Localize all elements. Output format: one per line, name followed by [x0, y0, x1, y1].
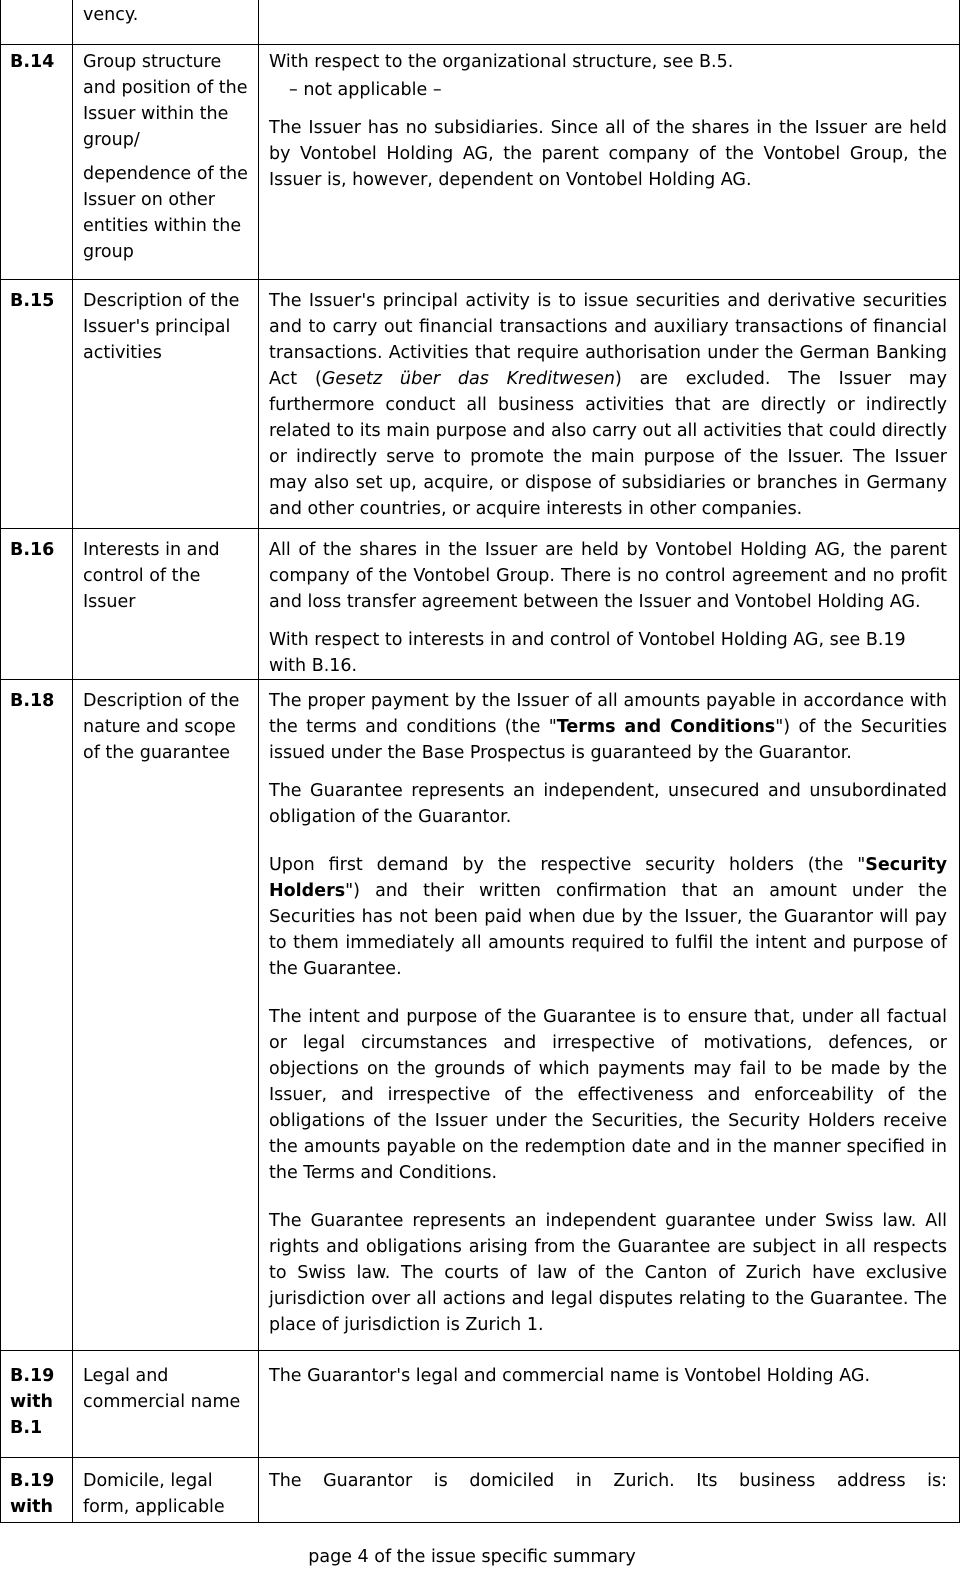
item-number: [1, 0, 73, 45]
item-number: B.18: [1, 680, 73, 1351]
item-number: B.15: [1, 280, 73, 529]
item-content: With respect to the organizational structure, see B.5. – not applicable – The Issuer has no subsidiaries. Since all of the shares in the Issuer are held by Vontobel Holding AG, the parent company of the Vontobel Group, the Issuer is, however, dependent on Vontobel Holding AG.: [259, 45, 960, 280]
item-number: B.16: [1, 529, 73, 680]
item-heading: vency.: [73, 0, 259, 45]
table-row: [1, 0, 960, 45]
item-number: B.14: [1, 45, 73, 280]
item-content: The Issuer's principal activity is to issue securities and derivative securities and to carry out financial transactions and auxiliary transactions of financial transactions. Activities that require authorisation under the German Banking Act (Gesetz über das Kreditwesen) are excluded. The Issuer may furthermore conduct all business activities that are directly or indirectly related to its main purpose and also carry out all activities that could directly or indirectly serve to promote the main purpose of the Issuer. The Issuer may also set up, acquire, or dispose of subsidiaries or branches in Germany and other countries, or acquire interests in other companies.: [259, 280, 960, 529]
table-row: [1, 280, 960, 529]
table-row: [1, 45, 960, 280]
item-content: [259, 0, 960, 45]
table-row: [1, 529, 960, 680]
item-content: All of the shares in the Issuer are held by Vontobel Holding AG, the parent company of the Vontobel Group. There is no control agreement and no profit and loss transfer agreement between the Issuer and Vontobel Holding AG. With respect to interests in and control of Vontobel Holding AG, see B.19 with B.16.: [259, 529, 960, 680]
item-content: The proper payment by the Issuer of all amounts payable in accordance with the terms and conditions (the "Terms and Conditions") of the Securities issued under the Base Prospectus is guaranteed by the Guarantor. The Guarantee represents an independent, unsecured and unsubordinated obligation of the Guarantor. Upon first demand by the respective security holders (the "Security Holders") and their written confirmation that an amount under the Securities has not been paid when due by the Issuer, the Guarantor will pay to them immediately all amounts required to fulfil the intent and purpose of the Guarantee. The intent and purpose of the Guarantee is to ensure that, under all factual or legal circumstances and irrespective of motivations, defences, or objections on the grounds of which payments may fail to be made by the Issuer, and irrespective of the effectiveness and enforceability of the obligations of the Issuer under the Securities, the Security Holders receive the amounts payable on the redemption date and in the manner specified in the Terms and Conditions. The Guarantee represents an independent guarantee under Swiss law. All rights and obligations arising from the Guarantee are subject in all respects to Swiss law. The courts of law of the Canton of Zurich have exclusive jurisdiction over all actions and legal disputes relating to the Guarantee. The place of jurisdiction is Zurich 1.: [259, 680, 960, 1351]
item-heading: Domicile, legal form, applicable: [73, 1458, 259, 1523]
item-heading: Legal and commercial name: [73, 1351, 259, 1458]
table-row: [1, 680, 960, 1351]
item-heading: Interests in and control of the Issuer: [73, 529, 259, 680]
item-number: B.19 with: [1, 1458, 73, 1523]
item-heading: Description of the Issuer's principal activities: [73, 280, 259, 529]
item-content: The Guarantor is domiciled in Zurich. Its business address is:: [259, 1458, 960, 1523]
item-number: B.19 with B.1: [1, 1351, 73, 1458]
item-content: The Guarantor's legal and commercial name is Vontobel Holding AG.: [259, 1351, 960, 1458]
table-row: [1, 1458, 960, 1523]
item-heading: Group structure and position of the Issuer within the group/ dependence of the Issuer on other entities within the group: [73, 45, 259, 280]
item-heading: Description of the nature and scope of the guarantee: [73, 680, 259, 1351]
table-row: [1, 1351, 960, 1458]
page-footer: page 4 of the issue specific summary: [308, 1547, 636, 1567]
